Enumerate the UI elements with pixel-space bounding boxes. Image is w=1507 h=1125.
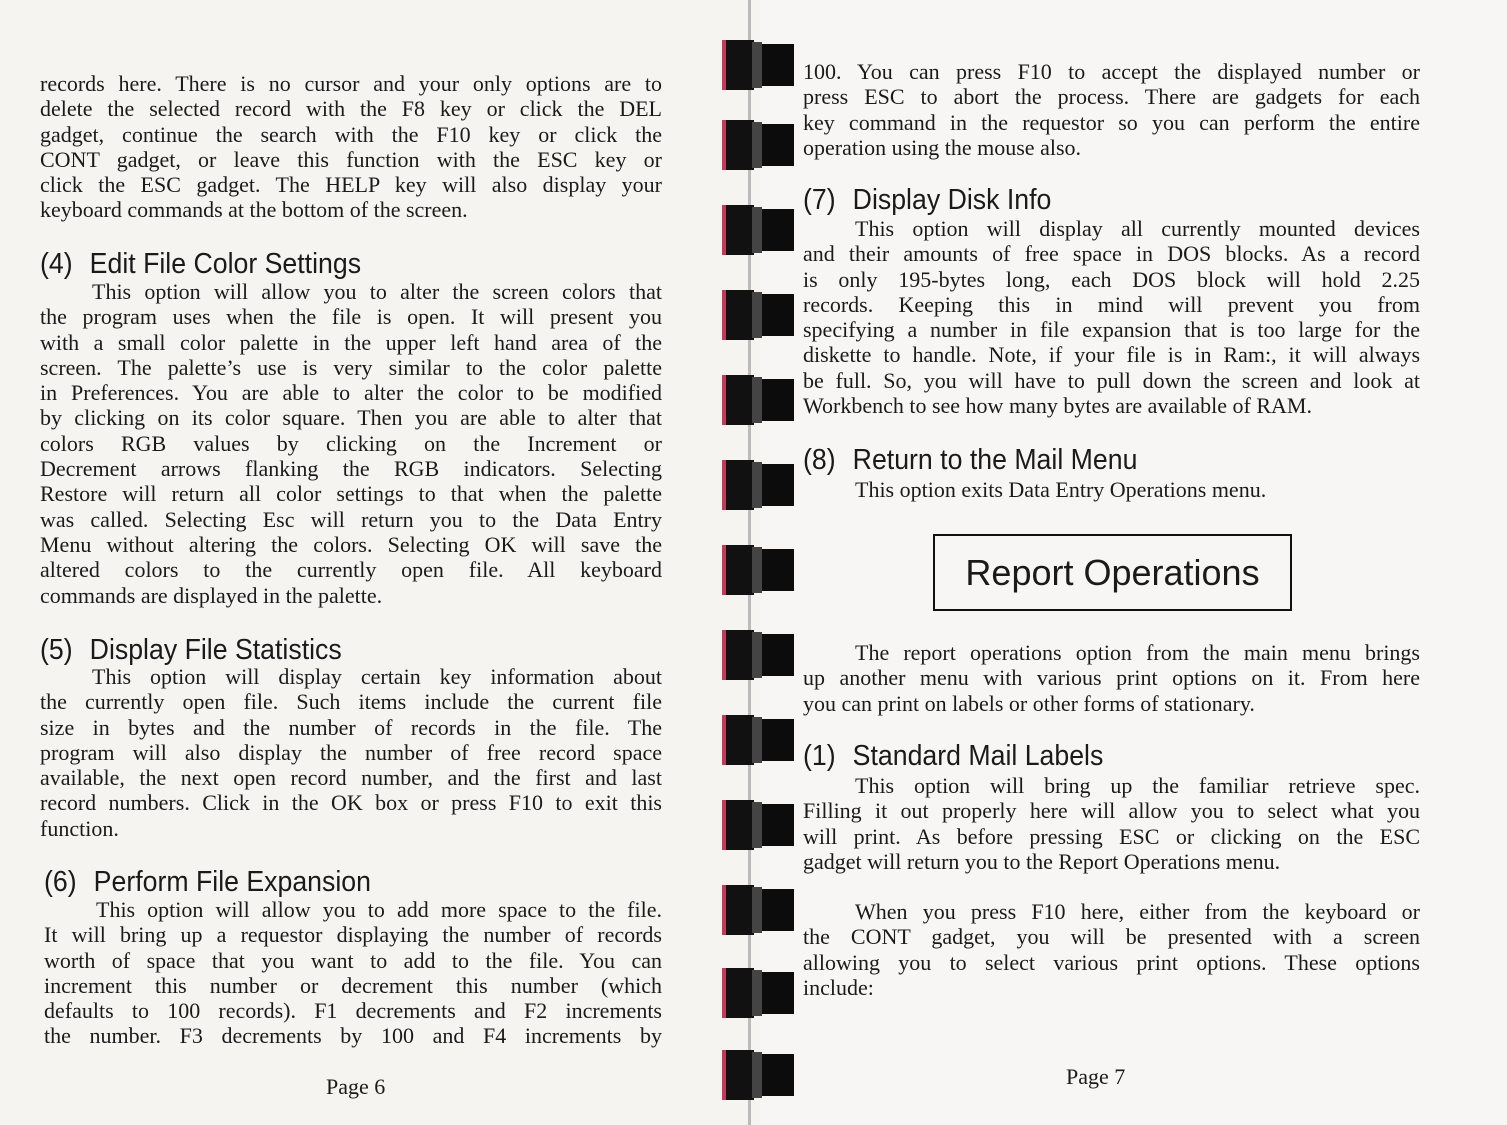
section-title: Standard Mail Labels (852, 740, 1104, 772)
text-line: by clicking on its color square. Then you are able to alter that (40, 405, 662, 431)
heading-return-to-mail-menu (803, 444, 1137, 476)
paragraph (44, 897, 662, 1049)
paragraph (803, 899, 1420, 1000)
paragraph (803, 216, 1420, 418)
text-line: function. (40, 815, 119, 841)
text-line: program will also display the number of free record space (40, 739, 662, 765)
text-line: defaults to 100 records). F1 decrements and F2 increments (44, 998, 662, 1024)
text-line: gadget, continue the search with the F10 key or click the (40, 121, 662, 147)
chapter-title-box: Report Operations (933, 534, 1292, 611)
binding-ring (722, 885, 794, 935)
text-line: with a small color palette in the upper left hand area of the (40, 329, 662, 355)
binding-ring (722, 40, 794, 90)
section-number: (7) (803, 184, 836, 216)
text-line: key command in the requestor so you can perform the entire (803, 109, 1420, 135)
page-number-right: Page 7 (1066, 1064, 1126, 1089)
binding-ring (722, 290, 794, 340)
text-line: click the ESC gadget. The HELP key will also display your (40, 172, 662, 198)
text-line: available, the next open record number, and the first and last (40, 765, 662, 791)
text-line: Workbench to see how many bytes are available of RAM. (803, 393, 1312, 419)
text-line: colors RGB values by clicking on the Increment or (40, 430, 662, 456)
section-number: (1) (803, 740, 836, 772)
section-title: Display File Statistics (89, 634, 342, 666)
text-line: the program uses when the file is open. It will present you (40, 304, 662, 330)
text-line: up another menu with various print options on it. From here (803, 665, 1420, 691)
heading-display-file-statistics (40, 634, 342, 666)
text-line: commands are displayed in the palette. (40, 582, 383, 608)
text-line: This option will display all currently mounted devices (855, 216, 1420, 241)
text-line: in Preferences. You are able to alter the color to be modified (40, 380, 662, 406)
binding-ring (722, 630, 794, 680)
text-line: altered colors to the currently open file. All keyboard (40, 557, 662, 583)
binding-ring (722, 800, 794, 850)
binding-ring (722, 120, 794, 170)
text-line: The report operations option from the main menu brings (855, 640, 1420, 665)
text-line: This option exits Data Entry Operations menu. (855, 477, 1267, 502)
section-title: Edit File Color Settings (89, 248, 362, 280)
text-line: the CONT gadget, you will be presented with a screen (803, 924, 1420, 950)
binding-ring (722, 968, 794, 1018)
text-line: It will bring up a requestor displaying the number of records (44, 922, 662, 948)
binding-ring (722, 205, 794, 255)
heading-standard-mail-labels (803, 740, 1103, 772)
text-line: be full. So, you will have to pull down the screen and look at (803, 367, 1420, 393)
text-line: worth of space that you want to add to the file. You can (44, 947, 662, 973)
text-line: was called. Selecting Esc will return you to the Data Entry (40, 506, 662, 532)
text-line: Filling it out properly here will allow you to select what you (803, 798, 1420, 824)
text-line: the number. F3 decrements by 100 and F4 increments by (44, 1023, 662, 1049)
binding-ring (722, 545, 794, 595)
paragraph (40, 71, 662, 223)
text-line: records. Keeping this in mind will prevent you from (803, 291, 1420, 317)
text-line: CONT gadget, or leave this function with the ESC key or (40, 146, 662, 172)
text-line: This option will allow you to alter the screen colors that (92, 279, 662, 304)
paragraph (803, 640, 1420, 716)
text-line: will print. As before pressing ESC or clicking on the ESC (803, 823, 1420, 849)
text-line: This option will bring up the familiar retrieve spec. (855, 773, 1420, 798)
text-line: you can print on labels or other forms of stationary. (803, 690, 1255, 716)
section-number: (5) (40, 634, 73, 666)
text-line: records here. There is no cursor and your only options are to (40, 71, 662, 96)
binding-ring (722, 1050, 794, 1100)
text-line: Menu without altering the colors. Selecting OK will save the (40, 531, 662, 557)
section-number: (4) (40, 248, 73, 280)
text-line: and their amounts of free space in DOS blocks. As a record (803, 241, 1420, 267)
text-line: increment this number or decrement this number (which (44, 972, 662, 998)
paragraph (803, 477, 1420, 502)
section-number: (8) (803, 444, 836, 476)
text-line: press ESC to abort the process. There are gadgets for each (803, 84, 1420, 110)
text-line: operation using the mouse also. (803, 134, 1082, 160)
text-line: gadget will return you to the Report Operations menu. (803, 848, 1281, 874)
text-line: record numbers. Click in the OK box or press F10 to exit this (40, 790, 662, 816)
text-line: This option will display certain key information about (92, 664, 662, 689)
text-line: delete the selected record with the F8 key or click the DEL (40, 96, 662, 122)
section-number: (6) (44, 866, 77, 898)
heading-edit-file-color-settings (40, 248, 361, 280)
text-line: This option will allow you to add more space to the file. (96, 897, 662, 922)
text-line: is only 195-bytes long, each DOS block will hold 2.25 (803, 266, 1420, 292)
binding-ring (722, 715, 794, 765)
section-title: Display Disk Info (852, 184, 1052, 216)
section-title: Return to the Mail Menu (852, 444, 1138, 476)
binding-ring (722, 375, 794, 425)
paragraph (803, 773, 1420, 874)
page-number-left: Page 6 (326, 1074, 386, 1099)
heading-perform-file-expansion (44, 866, 371, 898)
text-line: allowing you to select various print options. These options (803, 949, 1420, 975)
text-line: 100. You can press F10 to accept the displayed number or (803, 59, 1420, 84)
text-line: specifying a number in file expansion that is too large for the (803, 317, 1420, 343)
heading-display-disk-info (803, 184, 1051, 216)
text-line: screen. The palette’s use is very similar to the color palette (40, 354, 662, 380)
text-line: Restore will return all color settings to that when the palette (40, 481, 662, 507)
text-line: keyboard commands at the bottom of the screen. (40, 197, 468, 223)
section-title: Perform File Expansion (93, 866, 371, 898)
text-line: size in bytes and the number of records in the file. The (40, 714, 662, 740)
text-line: When you press F10 here, either from the keyboard or (855, 899, 1420, 924)
text-line: the currently open file. Such items include the current file (40, 689, 662, 715)
paragraph (803, 59, 1420, 160)
text-line: Decrement arrows flanking the RGB indicators. Selecting (40, 456, 662, 482)
paragraph (40, 664, 662, 841)
text-line: diskette to handle. Note, if your file is in Ram:, it will always (803, 342, 1420, 368)
text-line: include: (803, 974, 874, 1000)
paragraph (40, 279, 662, 608)
binding-ring (722, 460, 794, 510)
